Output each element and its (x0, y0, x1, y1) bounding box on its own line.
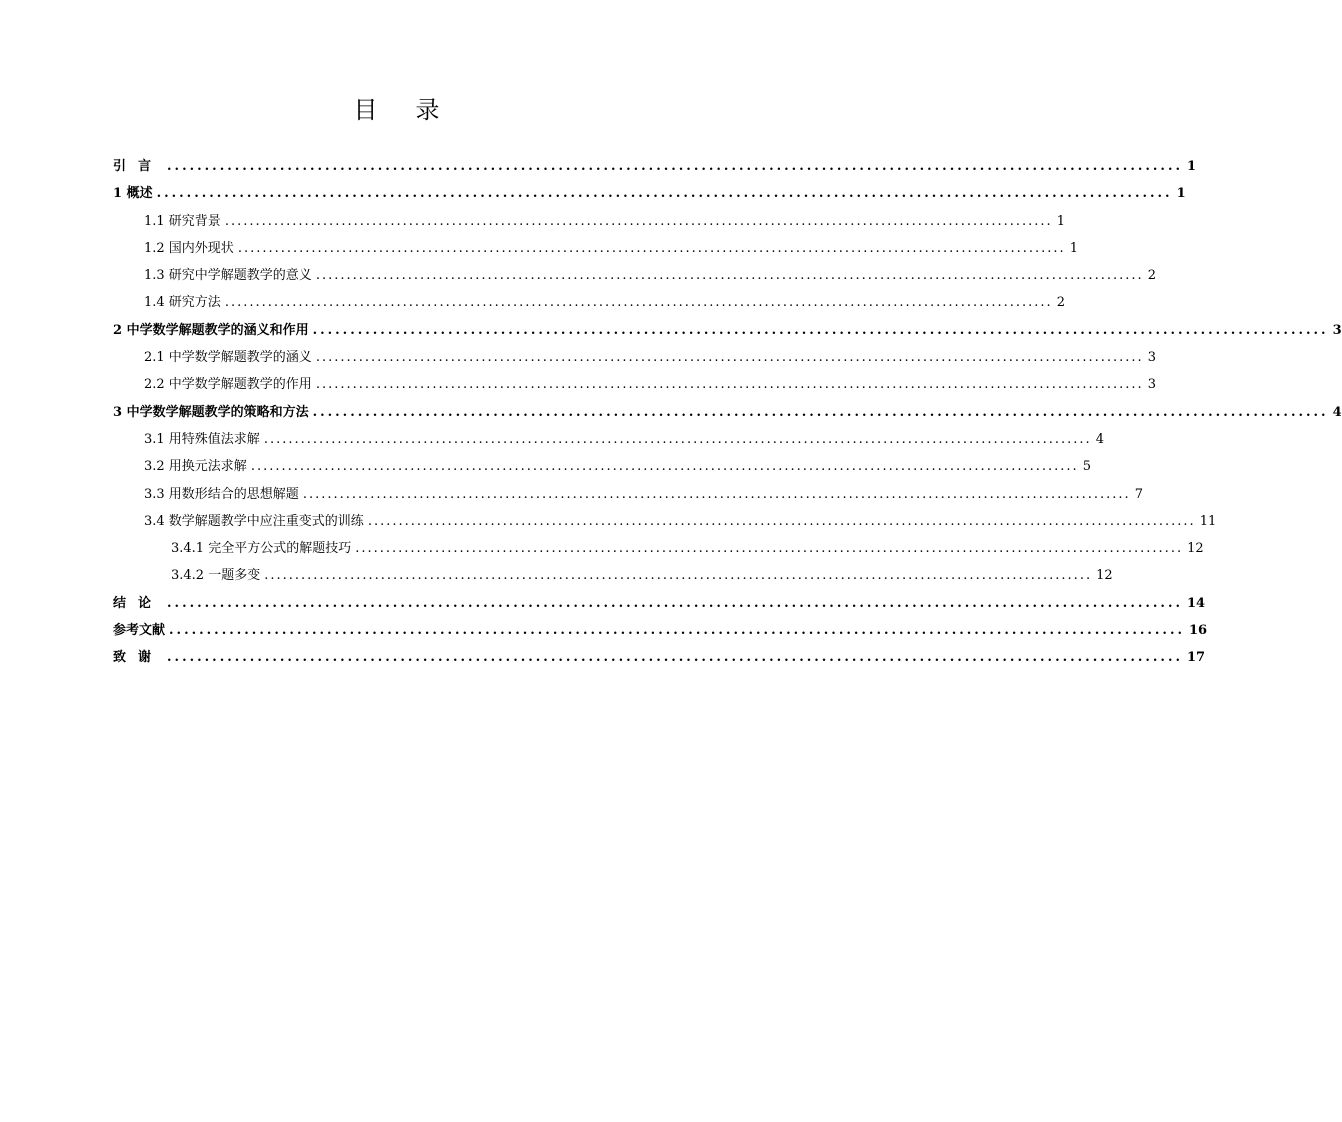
toc-entry-label: 2 中学数学解题教学的涵义和作用 (113, 322, 309, 338)
toc-entry-section-2-1[interactable] (113, 344, 1156, 371)
toc-entry-page: 4 (1095, 431, 1104, 447)
toc-leader-dots: ....................................................................................................................................... (367, 513, 1196, 529)
toc-entry-section-3-4[interactable] (113, 508, 1217, 535)
toc-entry-chapter-1[interactable] (113, 180, 1186, 207)
toc-entry-page: 3 (1147, 377, 1156, 393)
toc-leader-dots: ....................................................................................................................................... (237, 240, 1066, 256)
toc-entry-section-1-1[interactable] (113, 208, 1065, 235)
toc-entry-page: 16 (1189, 623, 1208, 639)
toc-entry-page: 2 (1056, 295, 1065, 311)
toc-leader-dots: ....................................................................................................................................... (156, 186, 1173, 202)
toc-entry-label: 3.4.2 一题多变 (171, 568, 261, 584)
toc-entry-section-3-2[interactable] (113, 453, 1091, 480)
toc-leader-dots: ....................................................................................................................................... (312, 404, 1329, 420)
toc-leader-dots: ....................................................................................................................................... (315, 377, 1144, 393)
toc-entry-label: 参考文献 (113, 623, 166, 639)
table-of-contents (113, 153, 1342, 672)
page-title-char-1: 目 (353, 96, 378, 124)
toc-leader-dots: ....................................................................................................................................... (167, 595, 1184, 611)
toc-entry-section-1-4[interactable] (113, 289, 1065, 316)
toc-entry-introduction[interactable] (113, 153, 1197, 180)
toc-entry-label: 2.1 中学数学解题教学的涵义 (144, 350, 312, 366)
toc-entry-label: 致谢 (113, 650, 164, 666)
toc-leader-dots: ....................................................................................................................................... (315, 350, 1144, 366)
toc-entry-page: 17 (1187, 650, 1206, 666)
toc-leader-dots: ....................................................................................................................................... (312, 322, 1329, 338)
toc-leader-dots: ....................................................................................................................................... (167, 650, 1184, 666)
toc-entry-chapter-3[interactable] (113, 399, 1342, 426)
toc-leader-dots: ....................................................................................................................................... (250, 459, 1079, 475)
toc-entry-page: 1 (1187, 159, 1197, 174)
toc-entry-label: 引言 (113, 159, 164, 174)
toc-entry-label: 3.4 数学解题教学中应注重变式的训练 (144, 513, 364, 529)
toc-leader-dots: ....................................................................................................................................... (224, 295, 1053, 311)
toc-entry-page: 12 (1096, 568, 1113, 584)
page-title (0, 94, 793, 126)
toc-leader-dots: ....................................................................................................................................... (263, 431, 1092, 447)
toc-entry-label: 结论 (113, 595, 164, 611)
toc-leader-dots: ....................................................................................................................................... (169, 623, 1186, 639)
toc-entry-page: 4 (1332, 404, 1342, 420)
toc-entry-label: 3 中学数学解题教学的策略和方法 (113, 404, 309, 420)
toc-entry-page: 2 (1147, 268, 1156, 284)
toc-leader-dots: ....................................................................................................................................... (167, 159, 1184, 174)
page-title-char-2: 录 (415, 96, 440, 124)
toc-entry-section-3-4-2[interactable] (113, 562, 1113, 589)
toc-entry-label: 1 概述 (113, 186, 153, 202)
toc-entry-page: 12 (1187, 541, 1204, 557)
toc-entry-page: 3 (1332, 322, 1342, 338)
toc-entry-page: 3 (1147, 350, 1156, 366)
toc-entry-page: 1 (1069, 240, 1078, 256)
toc-entry-section-3-3[interactable] (113, 481, 1143, 508)
toc-entry-page: 1 (1176, 186, 1186, 202)
toc-leader-dots: ....................................................................................................................................... (355, 541, 1184, 557)
toc-entry-acknowledgements[interactable] (113, 644, 1206, 671)
toc-leader-dots: ....................................................................................................................................... (224, 213, 1053, 229)
toc-entry-references[interactable] (113, 617, 1208, 644)
toc-entry-label: 1.2 国内外现状 (144, 240, 234, 256)
toc-entry-label: 3.4.1 完全平方公式的解题技巧 (171, 541, 352, 557)
toc-entry-label: 3.1 用特殊值法求解 (144, 431, 260, 447)
toc-entry-chapter-2[interactable] (113, 317, 1342, 344)
toc-entry-page: 1 (1056, 213, 1065, 229)
toc-entry-page: 5 (1082, 459, 1091, 475)
toc-entry-label: 1.4 研究方法 (144, 295, 221, 311)
toc-entry-label: 3.3 用数形结合的思想解题 (144, 486, 299, 502)
toc-leader-dots: ....................................................................................................................................... (264, 568, 1093, 584)
toc-entry-label: 1.1 研究背景 (144, 213, 221, 229)
toc-entry-section-1-2[interactable] (113, 235, 1078, 262)
toc-entry-section-3-4-1[interactable] (113, 535, 1204, 562)
toc-entry-page: 14 (1187, 595, 1206, 611)
toc-entry-label: 3.2 用换元法求解 (144, 459, 247, 475)
toc-leader-dots: ....................................................................................................................................... (315, 268, 1144, 284)
toc-leader-dots: ....................................................................................................................................... (302, 486, 1131, 502)
toc-entry-section-1-3[interactable] (113, 262, 1156, 289)
toc-entry-page: 11 (1199, 513, 1217, 529)
toc-entry-section-2-2[interactable] (113, 371, 1156, 398)
toc-entry-label: 2.2 中学数学解题教学的作用 (144, 377, 312, 393)
toc-entry-page: 7 (1134, 486, 1143, 502)
toc-entry-label: 1.3 研究中学解题教学的意义 (144, 268, 312, 284)
toc-entry-conclusion[interactable] (113, 590, 1206, 617)
toc-entry-section-3-1[interactable] (113, 426, 1104, 453)
